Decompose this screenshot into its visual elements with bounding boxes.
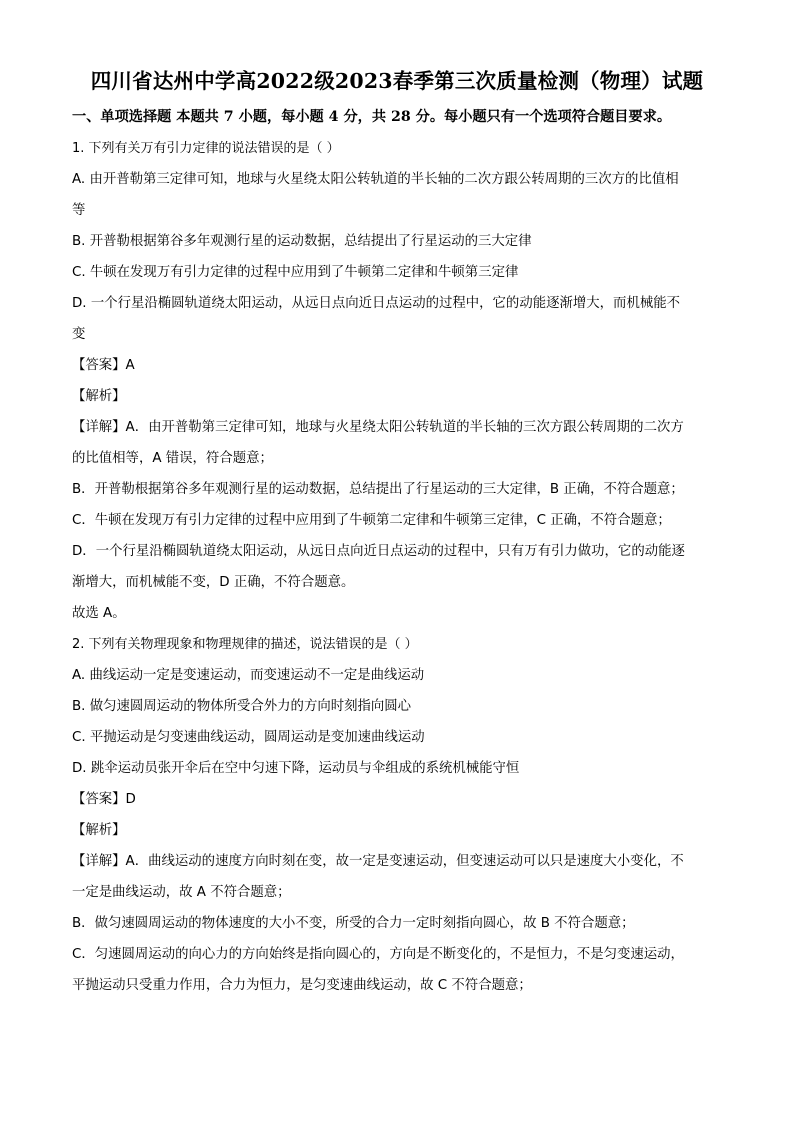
q1-option-d: D. 一个行星沿椭圆轨道绕太阳运动，从远日点向近日点运动的过程中，它的动能逐渐增大，而机械能不: [72, 296, 681, 311]
q1-analysis-label: 【解析】: [72, 389, 126, 404]
q2-detail-a-cont: 一定是曲线运动，故 A 不符合题意；: [72, 885, 291, 900]
section-heading: 一、单项选择题 本题共 7 小题，每小题 4 分，共 28 分。每小题只有一个选项符合题目要求。: [72, 109, 672, 125]
q2-option-c: C. 平抛运动是匀变速曲线运动，圆周运动是变加速曲线运动: [72, 730, 425, 745]
q1-option-a-cont: 等: [72, 203, 86, 218]
q1-stem: 1. 下列有关万有引力定律的说法错误的是（ ）: [72, 141, 340, 156]
q2-analysis-label: 【解析】: [72, 823, 126, 838]
q1-detail-b: B．开普勒根据第谷多年观测行星的运动数据，总结提出了行星运动的三大定律，B 正确，不符合题意；: [72, 482, 684, 497]
q1-option-b: B. 开普勒根据第谷多年观测行星的运动数据，总结提出了行星运动的三大定律: [72, 234, 532, 249]
q1-detail-c: C．牛顿在发现万有引力定律的过程中应用到了牛顿第二定律和牛顿第三定律，C 正确，不符合题意；: [72, 513, 671, 528]
q2-detail-c: C．匀速圆周运动的向心力的方向始终是指向圆心的，方向是不断变化的，不是恒力，不是匀变速运动，: [72, 947, 684, 962]
q2-detail-c-cont: 平抛运动只受重力作用，合力为恒力，是匀变速曲线运动，故 C 不符合题意；: [72, 978, 532, 993]
q1-detail-a-cont: 的比值相等，A 错误，符合题意；: [72, 451, 273, 466]
q2-option-d: D. 跳伞运动员张开伞后在空中匀速下降，运动员与伞组成的系统机械能守恒: [72, 761, 520, 776]
q2-answer: 【答案】D: [72, 792, 136, 807]
q2-detail-a: 【详解】A．曲线运动的速度方向时刻在变，故一定是变速运动，但变速运动可以只是速度大小变化，不: [72, 854, 684, 869]
q1-option-c: C. 牛顿在发现万有引力定律的过程中应用到了牛顿第二定律和牛顿第三定律: [72, 265, 519, 280]
q2-detail-b: B．做匀速圆周运动的物体速度的大小不变，所受的合力一定时刻指向圆心，故 B 不符合题意；: [72, 916, 635, 931]
q1-detail-d-cont: 渐增大，而机械能不变，D 正确，不符合题意。: [72, 575, 355, 590]
q1-option-a: A. 由开普勒第三定律可知，地球与火星绕太阳公转轨道的半长轴的二次方跟公转周期的三次方的比值相: [72, 172, 679, 187]
q1-conclusion: 故选 A。: [72, 606, 126, 621]
q1-detail-a: 【详解】A．由开普勒第三定律可知，地球与火星绕太阳公转轨道的半长轴的三次方跟公转周期的二次方: [72, 420, 684, 435]
q2-option-b: B. 做匀速圆周运动的物体所受合外力的方向时刻指向圆心: [72, 699, 412, 714]
q1-answer: 【答案】A: [72, 358, 135, 373]
q1-detail-d: D．一个行星沿椭圆轨道绕太阳运动，从远日点向近日点运动的过程中，只有万有引力做功，它的动能逐: [72, 544, 685, 559]
q1-option-d-cont: 变: [72, 327, 86, 342]
document-title: 四川省达州中学高2022级2023春季第三次质量检测（物理）试题: [90, 69, 704, 93]
q2-stem: 2. 下列有关物理现象和物理规律的描述，说法错误的是（ ）: [72, 637, 418, 652]
q2-option-a: A. 曲线运动一定是变速运动，而变速运动不一定是曲线运动: [72, 668, 425, 683]
